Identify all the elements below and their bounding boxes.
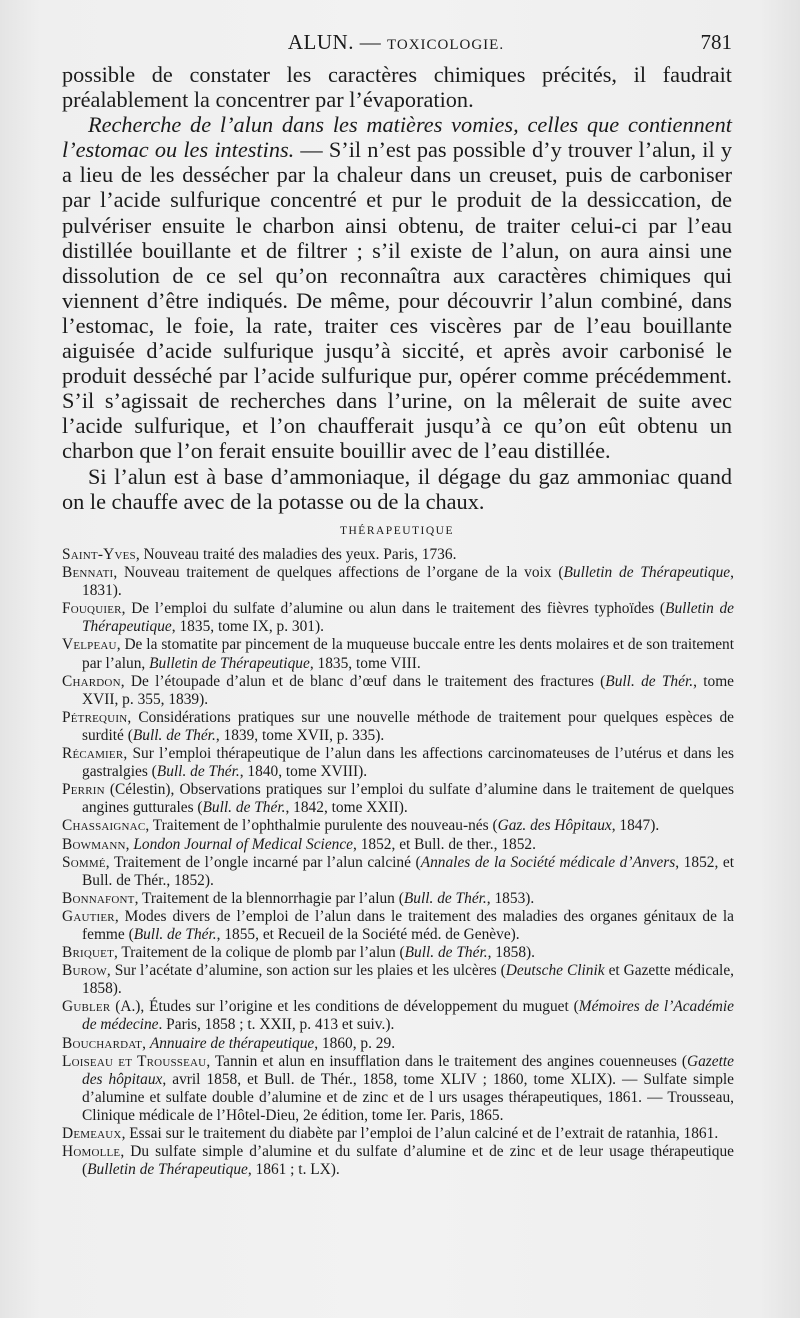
entry-text: , Traitement de l’ongle incarné par l’alun calciné (	[105, 853, 421, 871]
bibliography-entry	[62, 745, 734, 781]
entry-author: Chassaignac	[62, 817, 146, 835]
entry-source-title: Annales de la Société médicale d’Anvers	[420, 853, 676, 871]
entry-source-title: Bulletin de Thérapeutique	[563, 564, 731, 582]
paragraph-3: Si l’alun est à base d’ammoniaque, il dégage du gaz ammoniac quand on le chauffe avec de la potasse ou de la chaux.	[62, 463, 732, 514]
entry-text: , Tannin et alun en insufflation dans le traitement des angines couenneuses (	[206, 1052, 687, 1070]
paragraph-1: possible de constater les caractères chimiques précités, il faudrait préalablement la concentrer par l’évaporation.	[62, 62, 732, 113]
entry-text: , Sur l’emploi thérapeutique de l’alun dans les affections carcinomateuses de l’utérus et dans les gastralgies (	[82, 745, 734, 781]
entry-author: Fouquier	[62, 600, 122, 618]
entry-source-title: Bull. de Thér.	[605, 672, 694, 690]
entry-tail: , avril 1858, et Bull. de Thér., 1858, tome XLIV ; 1860, tome XLIX). — Sulfate simple d’alumine et sulfate double d’alumine et de zinc et de l urs usages thérapeutiques, 1861. — Trousseau, Clinique médicale de l’Hôtel-Dieu, 2e édition, tome Ier. Paris, 1865.	[82, 1070, 735, 1124]
entry-text: (A.), Études sur l’origine et les conditions de développement du muguet (	[110, 998, 579, 1016]
bibliography-entry	[62, 836, 734, 854]
bibliography-entry	[62, 1053, 734, 1125]
body-text	[62, 62, 732, 514]
bibliography-entry	[62, 709, 734, 745]
bibliography-entry	[62, 962, 734, 998]
entry-tail: , 1861 ; t. LX).	[247, 1161, 340, 1179]
entry-text: , Considérations pratiques sur une nouvelle méthode de traitement pour quelques espèces de surdité (	[82, 708, 734, 744]
entry-tail: , 1835, tome VIII.	[309, 654, 421, 672]
entry-source-title: Bull. de Thér.	[133, 925, 217, 943]
entry-tail: , tome XVII, p. 355, 1839).	[82, 672, 734, 708]
bibliography-entry	[62, 908, 734, 944]
running-title	[60, 30, 732, 55]
entry-source-title: Bull. de Thér.	[403, 889, 487, 907]
entry-author: Bowmann	[62, 835, 126, 853]
entry-text: , Traitement de la colique de plomb par l’alun (	[114, 944, 405, 962]
entry-source-title: Bulletin de Thérapeutique	[82, 600, 734, 636]
entry-source-title: Bulletin de Thérapeutique	[87, 1161, 248, 1179]
entry-author: Homolle	[62, 1143, 121, 1161]
entry-text: ,	[125, 835, 134, 853]
entry-tail: et Gazette médicale, 1858).	[82, 962, 734, 998]
entry-source-title: Bull. de Thér.	[132, 726, 216, 744]
page-number: 781	[700, 30, 732, 54]
running-title-sub: TOXICOLOGIE.	[386, 37, 505, 53]
entry-author: Briquet	[62, 944, 114, 962]
entry-text: , De l’emploi du sulfate d’alumine ou alun dans le traitement des fièvres typhoïdes (	[121, 600, 666, 618]
entry-text: , Nouveau traité des maladies des yeux. Paris, 1736.	[135, 546, 457, 563]
entry-tail: , 1842, tome XXII).	[285, 799, 408, 817]
bibliography-entry	[62, 546, 734, 564]
bibliography-entry	[62, 817, 734, 835]
entry-tail: , 1855, et Recueil de la Société méd. de Genève).	[216, 925, 520, 943]
entry-source-title: Gazette des hôpitaux	[82, 1052, 734, 1088]
entry-author: Chardon	[62, 672, 121, 690]
bibliography-heading: THÉRAPEUTIQUE	[339, 525, 455, 537]
entry-tail: . Paris, 1858 ; t. XXII, p. 413 et suiv.).	[158, 1016, 395, 1034]
entry-text: , De la stomatite par pincement de la muqueuse buccale entre les dents molaires et de son traitement par l’alun,	[82, 636, 734, 672]
entry-source-title: Deutsche Clinik	[505, 962, 605, 980]
entry-text: , Traitement de l’ophthalmie purulente des nouveau-nés (	[145, 817, 498, 835]
entry-source-title: London Journal of Medical Science	[133, 835, 354, 853]
bibliography-list	[62, 546, 734, 1179]
entry-author: Perrin	[62, 781, 105, 799]
entry-author: Gubler	[62, 998, 111, 1016]
entry-tail: , 1853).	[486, 889, 535, 907]
entry-source-title: Annuaire de thérapeutique	[149, 1034, 315, 1052]
bibliography-entry	[62, 1125, 734, 1143]
entry-text: , Nouveau traitement de quelques affections de l’organe de la voix (	[113, 564, 564, 582]
entry-source-title: Bull. de Thér.	[404, 944, 488, 962]
paragraph-2	[62, 112, 732, 463]
bibliography-entry	[62, 600, 734, 636]
entry-source-title: Bulletin de Thérapeutique	[149, 654, 310, 672]
entry-tail: , 1839, tome XVII, p. 335).	[215, 726, 385, 744]
entry-source-title: Bull. de Thér.	[202, 799, 286, 817]
entry-author: Récamier	[62, 745, 124, 763]
bibliography-entry	[62, 1143, 734, 1179]
bibliography-entry	[62, 944, 734, 962]
bibliography-entry	[62, 854, 734, 890]
entry-tail: , 1858).	[487, 944, 536, 962]
entry-author: Saint-Yves	[62, 546, 136, 563]
entry-author: Bonnafont	[62, 889, 135, 907]
entry-tail: , 1831).	[82, 564, 734, 600]
entry-author: Burow	[62, 962, 107, 980]
bibliography-entry	[62, 890, 734, 908]
entry-tail: , 1840, tome XVIII).	[239, 763, 368, 781]
paragraph-2-text: — S’il n’est pas possible d’y trouver l’alun, il y a lieu de les dessécher par la chaleur dans un creuset, puis de carboniser par l’acide sulfurique concentré et pur le produit de la dessiccation, de pulvériser ensuite le charbon ainsi obtenu, de traiter celui-ci par l’eau distillée bouillante et de filtrer ; s’il existe de l’alun, on aura ainsi une dissolution de ce sel qu’on reconnaîtra aux caractères chimiques qui viennent d’être indiqués. De même, pour découvrir l’alun combiné, dans l’estomac, le foie, la rate, traiter ces viscères par de l’eau bouillante aiguisée d’acide sulfurique jusqu’à siccité, et après avoir carbonisé le produit desséché par l’acide sulfurique pur, opérer comme précédemment. S’il s’agissait de recherches dans l’urine, on la mêlerait de suite avec l’acide sulfurique, et l’on chaufferait jusqu’à ce qu’on eût obtenu un charbon que l’on ferait ensuite bouillir avec de l’eau distillée.	[62, 137, 732, 464]
entry-source-title: Gaz. des Hôpitaux	[497, 817, 612, 835]
entry-author: Gautier	[62, 907, 115, 925]
running-title-main: ALUN.	[287, 30, 354, 54]
running-title-dash: —	[353, 30, 387, 54]
entry-author: Pétrequin	[62, 708, 128, 726]
entry-author: Demeaux	[62, 1125, 122, 1142]
entry-author: Bennati	[62, 564, 114, 582]
entry-text: , Du sulfate simple d’alumine et du sulfate d’alumine et de zinc et de leur usage thérapeutique (	[82, 1143, 734, 1179]
entry-source-title: Bull. de Thér.	[156, 763, 240, 781]
entry-author: Velpeau	[62, 636, 117, 654]
entry-tail: , 1852, et Bull. de Thér., 1852).	[82, 853, 735, 889]
bibliography-entry	[62, 636, 734, 672]
bibliography-entry	[62, 673, 734, 709]
entry-text: ,	[142, 1034, 150, 1052]
bibliography-entry	[62, 998, 734, 1034]
entry-tail: , 1852, et Bull. de ther., 1852.	[353, 835, 536, 853]
entry-text: , Modes divers de l’emploi de l’alun dans le traitement des maladies des organes génitaux de la femme (	[82, 907, 734, 943]
bibliography-entry	[62, 564, 734, 600]
entry-text: (Célestin), Observations pratiques sur l’emploi du sulfate d’alumine dans le traitement de quelques angines gutturales (	[82, 781, 734, 817]
running-header	[60, 28, 732, 58]
entry-text: , De l’étoupade d’alun et de blanc d’œuf dans le traitement des fractures (	[120, 672, 606, 690]
entry-author: Loiseau et Trousseau	[62, 1052, 207, 1070]
entry-tail: , 1835, tome IX, p. 301).	[171, 618, 324, 636]
entry-text: , Traitement de la blennorrhagie par l’alun (	[134, 889, 404, 907]
entry-text: , Essai sur le traitement du diabète par l’emploi de l’alun calciné et de l’extrait de ratanhia, 1861.	[121, 1125, 719, 1142]
section-heading-italic: Recherche de l’alun dans les matières vomies, celles que contiennent l’estomac ou les intestins.	[62, 112, 732, 163]
bibliography-entry	[62, 1035, 734, 1053]
entry-source-title: Mémoires de l’Académie de médecine	[82, 998, 735, 1034]
entry-text: , Sur l’acétate d’alumine, son action sur les plaies et les ulcères (	[106, 962, 506, 980]
entry-author: Bouchardat	[62, 1034, 143, 1052]
entry-author: Sommé	[62, 853, 106, 871]
entry-tail: , 1847).	[611, 817, 660, 835]
entry-tail: , 1860, p. 29.	[314, 1034, 396, 1052]
bibliography-entry	[62, 781, 734, 817]
